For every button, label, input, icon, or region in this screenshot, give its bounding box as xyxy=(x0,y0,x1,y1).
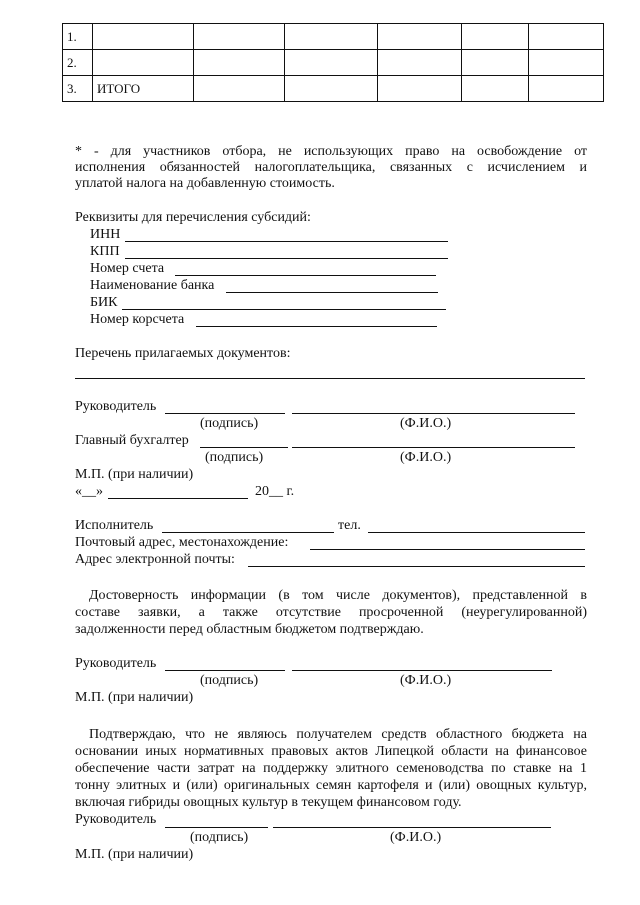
confirm-line: основании иных нормативных правовых актов Липецкой области на финансовое xyxy=(75,744,587,759)
field-label-bik: БИК xyxy=(90,295,118,310)
tel-label: тел. xyxy=(338,518,361,533)
inn-field[interactable] xyxy=(125,241,448,242)
row-label-total: ИТОГО xyxy=(93,76,194,102)
signature-caption: (подпись) xyxy=(190,830,249,845)
footnote-line: исполнения обязанностей налогоплательщика, связанных с исчислением и xyxy=(75,160,587,175)
corr-account-field[interactable] xyxy=(196,326,437,327)
email-field[interactable] xyxy=(248,566,585,567)
kpp-field[interactable] xyxy=(125,258,448,259)
row-number: 1. xyxy=(63,24,93,50)
stamp-label: М.П. (при наличии) xyxy=(75,690,194,705)
tel-field[interactable] xyxy=(368,532,585,533)
stamp-label: М.П. (при наличии) xyxy=(75,467,194,482)
table-row xyxy=(63,76,604,102)
date-day: «__» xyxy=(75,484,103,499)
documents-title: Перечень прилагаемых документов: xyxy=(75,346,291,361)
postal-field[interactable] xyxy=(310,549,585,550)
head-signature-field[interactable] xyxy=(165,413,285,414)
head-signature-field[interactable] xyxy=(165,827,268,828)
documents-field[interactable] xyxy=(75,378,585,379)
row-label xyxy=(93,24,194,50)
field-label-corr: Номер корсчета xyxy=(90,312,185,327)
confirm-line: составе заявки, а также отсутствие просроченной (неурегулированной) xyxy=(75,605,587,620)
confirm-line: обеспечение части затрат на поддержку элитного семеноводства по ставке на 1 xyxy=(75,761,587,776)
stamp-label: М.П. (при наличии) xyxy=(75,847,194,862)
head-label: Руководитель xyxy=(75,656,157,671)
fio-caption: (Ф.И.О.) xyxy=(400,416,452,431)
fio-caption: (Ф.И.О.) xyxy=(400,673,452,688)
signature-caption: (подпись) xyxy=(205,450,264,465)
bank-name-field[interactable] xyxy=(226,292,438,293)
email-label: Адрес электронной почты: xyxy=(75,552,235,567)
accountant-label: Главный бухгалтер xyxy=(75,433,189,448)
row-number: 2. xyxy=(63,50,93,76)
field-label-account: Номер счета xyxy=(90,261,165,276)
row-number: 3. xyxy=(63,76,93,102)
account-field[interactable] xyxy=(175,275,436,276)
confirm-line: включая гибриды овощных культур в текущем финансовом году. xyxy=(75,795,462,810)
signature-caption: (подпись) xyxy=(200,416,259,431)
head-label: Руководитель xyxy=(75,812,157,827)
footnote-line: уплатой налога на добавленную стоимость. xyxy=(75,176,335,191)
head-fio-field[interactable] xyxy=(292,670,552,671)
head-fio-field[interactable] xyxy=(292,413,575,414)
head-signature-field[interactable] xyxy=(165,670,285,671)
head-fio-field[interactable] xyxy=(273,827,551,828)
date-year: 20__ г. xyxy=(255,484,295,499)
confirm-line: задолженности перед областным бюджетом подтверждаю. xyxy=(75,622,424,637)
accountant-fio-field[interactable] xyxy=(292,447,575,448)
postal-label: Почтовый адрес, местонахождение: xyxy=(75,535,289,550)
requisites-title: Реквизиты для перечисления субсидий: xyxy=(75,210,311,225)
confirm-line: тонну элитных и (или) оригинальных семян картофеля и (или) овощных культур, xyxy=(75,778,587,793)
field-label-kpp: КПП xyxy=(90,244,120,259)
row-label xyxy=(93,50,194,76)
fio-caption: (Ф.И.О.) xyxy=(390,830,442,845)
executor-label: Исполнитель xyxy=(75,518,154,533)
confirm-line: Достоверность информации (в том числе документов), представленной в xyxy=(89,588,587,603)
table-row xyxy=(63,24,604,50)
summary-table xyxy=(62,23,604,102)
fio-caption: (Ф.И.О.) xyxy=(400,450,452,465)
signature-caption: (подпись) xyxy=(200,673,259,688)
confirm-line: Подтверждаю, что не являюсь получателем средств областного бюджета на xyxy=(89,727,587,742)
date-month-field[interactable] xyxy=(108,498,248,499)
field-label-bank: Наименование банка xyxy=(90,278,215,293)
executor-field[interactable] xyxy=(162,532,334,533)
footnote-line: * - для участников отбора, не использующих право на освобождение от xyxy=(75,144,587,159)
accountant-signature-field[interactable] xyxy=(200,447,288,448)
head-label: Руководитель xyxy=(75,399,157,414)
table-row xyxy=(63,50,604,76)
field-label-inn: ИНН xyxy=(90,227,121,242)
bik-field[interactable] xyxy=(122,309,446,310)
